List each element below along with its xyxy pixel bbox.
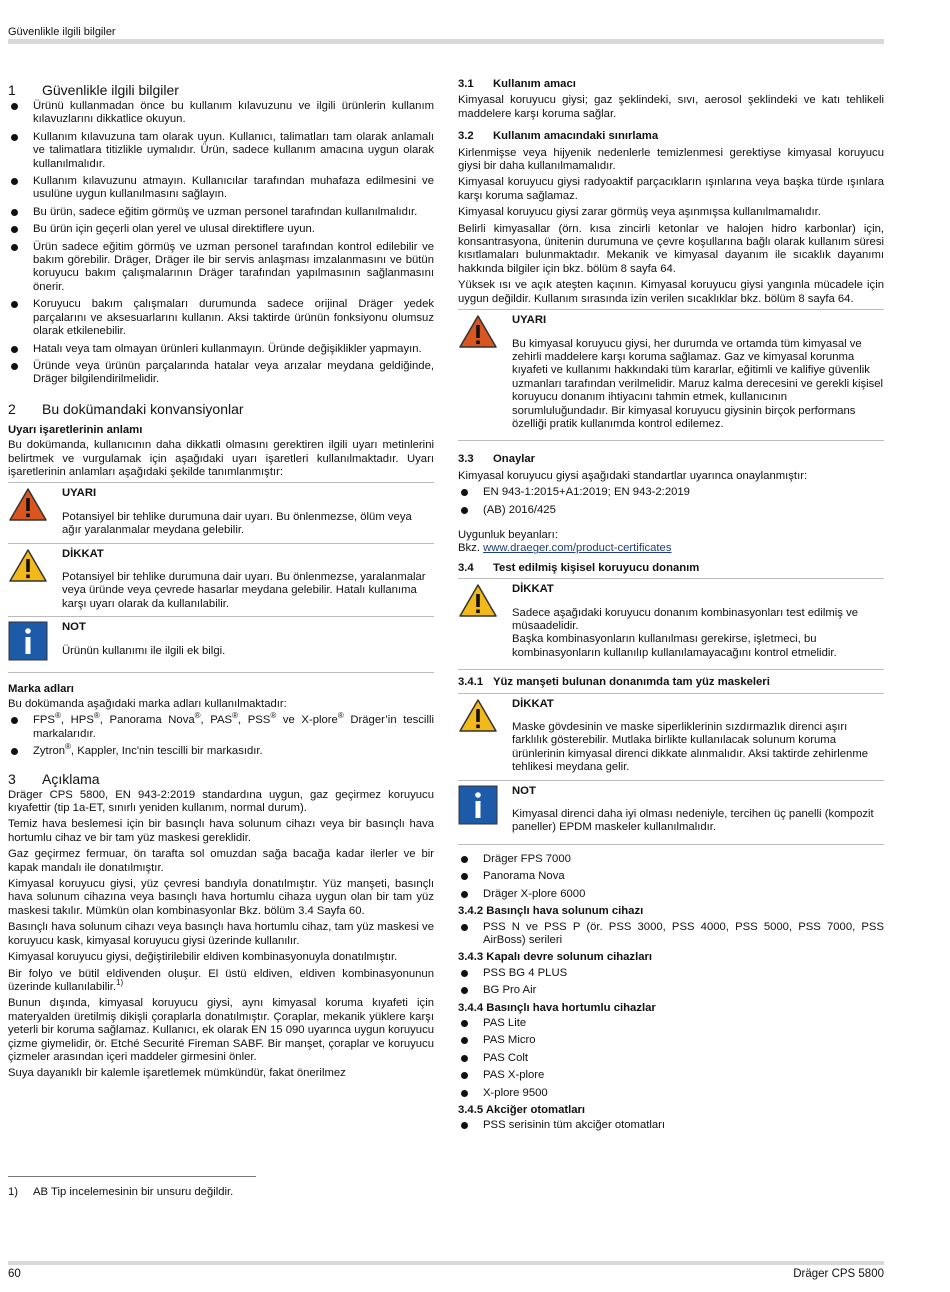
list-item: PAS X-plore	[458, 1069, 884, 1082]
caution-icon	[8, 548, 62, 615]
caution-icon	[458, 698, 512, 778]
paragraph: Kimyasal koruyucu giysi aşağıdaki standartlar uyarınca onaylanmıştır:	[458, 469, 808, 482]
list-item: PAS Lite	[458, 1017, 884, 1030]
declarations-link-line: Bkz. www.draeger.com/product-certificates	[458, 542, 672, 555]
info-icon	[458, 785, 512, 838]
paragraph: Gaz geçirmez fermuar, ön tarafta sol omuzdan sağa bacağa kadar ilerler ve bir kapak mandalı ile donatılmıştır.	[8, 848, 434, 874]
paragraph: Temiz hava beslemesi için bir basınçlı hava solunum cihazı veya bir basınçlı hava hortumlu cihaz ve bir tam yüz maskesi gereklidir.	[8, 818, 434, 844]
airline-list	[458, 1017, 884, 1100]
footnote-ref: 1)	[116, 978, 124, 988]
paragraph: Kimyasal koruyucu giysi radyoaktif parçacıkların ışınlarına veya başka türde ışınlara karşı koruma sağlamaz.	[458, 176, 884, 202]
warning-icon	[8, 487, 62, 540]
section-3-4-3-heading: 3.4.3 Kapalı devre solunum cihazları	[458, 951, 653, 964]
declarations-label: Uygunluk beyanları:	[458, 528, 558, 541]
list-item: PAS Micro	[458, 1034, 884, 1047]
list-item: BG Pro Air	[458, 984, 884, 997]
paragraph: Bir folyo ve bütil eldivenden oluşur. El üstü eldiven, eldiven kombinasyonunun üzerinde kullanılabilir.$^{1)}$	[8, 967, 434, 993]
section-3-4-heading: 3.4 Test edilmiş kişisel koruyucu donanım	[458, 561, 700, 574]
section-3-4-5-heading: 3.4.5 Akciğer otomatları	[458, 1103, 586, 1116]
list-item: Dräger X-plore 6000	[458, 888, 884, 901]
list-item: Bu ürün için geçerli olan yerel ve ulusal direktiflere uyun.	[8, 223, 434, 236]
notice-title: UYARI	[62, 487, 97, 500]
section-3-1-heading: 3.1 Kullanım amacı	[458, 78, 576, 90]
notice-title: DİKKAT	[62, 547, 104, 560]
paragraph: Kimyasal koruyucu giysi, değiştirilebilir eldiven kombinasyonuyla donatılmıştır.	[8, 951, 398, 964]
list-item: PSS N ve PSS P (ör. PSS 3000, PSS 4000, PSS 5000, PSS 7000, PSS AirBoss) serileri	[458, 921, 884, 948]
product-name: Dräger CPS 5800	[793, 1268, 884, 1280]
list-item: Bu ürün, sadece eğitim görmüş ve uzman personel tarafından kullanılmalıdır.	[8, 206, 434, 219]
paragraph: Kirlenmişse veya hijyenik nedenlerle temizlenmesi gerektiyse kimyasal koruyucu giysi bir daha kullanılmamalıdır.	[458, 146, 884, 173]
notice-text: Ürünün kullanımı ile ilgili ek bilgi.	[62, 644, 226, 657]
notice-title: DİKKAT	[512, 697, 554, 710]
closed-circuit-list	[458, 967, 884, 998]
notice-text: Maske gövdesinin ve maske siperliklerinin sızdırmazlık direnci aşırı farklılık gösterebilir. Mutlaka birlikte kullanılacak solunum koruma ürünlerinin kimyasal direnci dikkate alınmalıdır. Aksi taktirde zehirlenme tehlikesi meydana gelir.	[512, 721, 869, 774]
footnote: 1) AB Tip incelemesinin bir unsuru değildir.	[8, 1186, 234, 1198]
warning-notice	[8, 482, 434, 540]
list-item: Kullanım kılavuzunu atmayın. Kullanıcılar tarafından muhafaza edilmesini ve usulüne uygun kullanılmasını sağlayın.	[8, 175, 434, 202]
caution-notice	[8, 543, 434, 615]
left-column	[8, 78, 434, 1084]
warning-signs-subheading: Uyarı işaretlerinin anlamı	[8, 423, 143, 436]
notice-text: Bu kimyasal koruyucu giysi, her durumda ve ortamda tüm kimyasal ve zehirli maddelere karşı koruma sağlamaz. Gaz ve kimyasal korunma kıyafeti ve kullanımı hakkındaki tüm kararlar, eğitimli ve kalifiye güvenlik uzmanları tarafından verilmelidir. Maruz kalma derecesini ve gerekli kişisel koruyucu donanım ihtiyacını tahmin etmek, kullanıcının sorumluluğundadır. Bir kimyasal koruyucu giysinin birçok performans özelliği pratik kullanımda kontrol edilemez.	[512, 337, 884, 430]
notice-title: UYARI	[512, 314, 547, 327]
section-3-2-heading: 3.2 Kullanım amacındaki sınırlama	[458, 130, 659, 143]
section-3-4-4-heading: 3.4.4 Basınçlı hava hortumlu cihazlar	[458, 1001, 656, 1014]
paragraph: Belirli kimyasallar (örn. kısa zincirli ketonlar ve halojen hidro karbonlar) için, konsantrasyona, ünitenin durumuna ve çevre koşullarına bağlı olarak kullanım süresi kısıtlamaları bulunmaktadır. Mekanik ve kimyasal dayanım ile sıcaklık dayanımı hakkında bilgiler için bkz. bölüm 8 sayfa 64.	[458, 222, 884, 275]
caution-notice	[458, 693, 884, 778]
list-item: Dräger FPS 7000	[458, 853, 884, 866]
right-column	[458, 78, 884, 1137]
warning-icon	[458, 314, 512, 434]
section-3-4-2-heading: 3.4.2 Basınçlı hava solunum cihazı	[458, 905, 644, 918]
section-2-heading: 2 Bu dokümandaki konvansiyonlar	[8, 400, 244, 417]
list-item: X-plore 9500	[458, 1087, 884, 1100]
list-item: PAS Colt	[458, 1052, 884, 1065]
notice-title: NOT	[512, 784, 536, 797]
lung-demand-list	[458, 1119, 884, 1132]
list-item: Hatalı veya tam olmayan ürünleri kullanmayın. Üründe değişiklikler yapmayın.	[8, 343, 434, 356]
certificates-link[interactable]: www.draeger.com/product-certificates	[483, 542, 672, 555]
paragraph: Basınçlı hava solunum cihazı veya basınçlı hava hortumlu cihaz, tam yüz maskesi ve koruyucu kask, kimyasal koruyucu giysi üzerinde kullanılır.	[8, 921, 434, 947]
warning-signs-intro: Bu dokümanda, kullanıcının daha dikkatli olmasını gerektiren ilgili uyarı metinlerini belirtmek ve vurgulamak için aşağıdaki uyarı işaretleri kullanılmaktadır. Uyarı işaretlerinin anlamları aşağıdaki şekilde tanımlanmıştır:	[8, 439, 434, 478]
brand-names-subheading: Marka adları	[8, 682, 74, 695]
list-item: PSS BG 4 PLUS	[458, 967, 884, 980]
brand-list	[8, 711, 434, 758]
brand-names-intro: Bu dokümanda aşağıdaki marka adları kullanılmaktadır:	[8, 698, 287, 710]
list-item: PSS serisinin tüm akciğer otomatları	[458, 1119, 884, 1132]
list-item: (AB) 2016/425	[458, 504, 884, 517]
list-item: Koruyucu bakım çalışmaları durumunda sadece orijinal Dräger yedek parçalarını ve aksesuarlarını kullanın. Aksi taktirde ürünün fonksiyonu olumsuz olarak etkilenebilir.	[8, 298, 434, 338]
page-number: 60	[8, 1268, 21, 1280]
masks-list	[458, 853, 884, 901]
paragraph: Suya dayanıklı bir kalemle işaretlemek mümkündür, fakat önerilmez	[8, 1067, 346, 1080]
paragraph: Kimyasal koruyucu giysi zarar görmüş veya aşınmışsa kullanılmamalıdır.	[458, 206, 821, 219]
section-3-heading: 3 Açıklama	[8, 770, 100, 787]
note-notice	[8, 616, 434, 672]
running-header: Güvenlikle ilgili bilgiler	[8, 26, 116, 38]
safety-list	[8, 100, 434, 387]
notice-text: Kimyasal direnci daha iyi olması nedeniyle, tercihen üç panelli (kompozit paneller) EPDM maskeler kullanılmalıdır.	[512, 808, 874, 834]
breathing-apparatus-list	[458, 921, 884, 948]
warning-notice	[458, 309, 884, 441]
notice-title: DİKKAT	[512, 583, 554, 596]
list-item: Kullanım kılavuzuna tam olarak uyun. Kullanıcı, talimatları tam olarak anlamalı ve talimatlara titizlikle uymalıdır. Ürün, sadece kullanım amacına uygun olarak kullanılmalıdır.	[8, 131, 434, 171]
section-1-heading: 1 Güvenlikle ilgili bilgiler	[8, 82, 179, 98]
footer-rule	[8, 1261, 884, 1265]
caution-notice	[458, 578, 884, 670]
notice-text: Sadece aşağıdaki koruyucu donanım kombinasyonları test edilmiş ve müsaadelidir.	[512, 606, 858, 632]
notice-text: Başka kombinasyonların kullanılması gerekirse, işletmeci, bu kombinasyonların kullanılıp kullanılamayacağını kontrol etmelidir.	[512, 633, 837, 659]
footnote-rule	[8, 1176, 256, 1177]
section-3-3-heading: 3.3 Onaylar	[458, 453, 536, 466]
paragraph: Dräger CPS 5800, EN 943-2:2019 standardına uygun, gaz geçirmez koruyucu kıyafettir (tip 1a-ET, sınırlı yeniden kullanım, normal durum).	[8, 788, 434, 815]
list-item: Üründe veya ürünün parçalarında hatalar veya arızalar meydana geldiğinde, Dräger bilgilendirilmelidir.	[8, 360, 434, 387]
note-notice	[458, 780, 884, 845]
notice-text: Potansiyel bir tehlike durumuna dair uyarı. Bu önlenmezse, ölüm veya ağır yaralanmalar meydana gelebilir.	[62, 510, 412, 537]
list-item: Zytron®, Kappler, Inc'nin tescilli bir markasıdır.	[8, 745, 434, 758]
paragraph: Yüksek ısı ve açık ateşten kaçının. Kimyasal koruyucu giysi yangınla mücadele için uygun değildir. Kullanım sırasında izin verilen sıcaklıklar bkz. bölüm 8 sayfa 64.	[458, 279, 884, 305]
caution-icon	[458, 583, 512, 663]
notice-text: Potansiyel bir tehlike durumuna dair uyarı. Bu önlenmezse, yaralanmalar veya üründe veya çevrede hasarlar meydana gelebilir. Hatalı kullanıma karşı uyarı olarak da kullanılabilir.	[62, 570, 426, 610]
paragraph: Bunun dışında, kimyasal koruyucu giysi, aynı kimyasal koruma kıyafeti için materyalden üretilmiş dikişli çoraplarla donatılmıştır. Çoraplar, mekanik yüklere karşı yeterli bir koruma sağlamaz. Kullanıcı, ek olarak EN 15 090 uyarınca uygun koruyucu çizme giymelidir, ör. Etché Securité Fireman SABF. Bir manşet, çoraplar ve koruyucu çizmeler arasından içeri maddeler girmesini önler.	[8, 997, 434, 1063]
list-item: Panorama Nova	[458, 870, 884, 883]
header-rule	[8, 39, 884, 44]
list-item: Ürün sadece eğitim görmüş ve uzman personel tarafından kontrol edilebilir ve bakım görebilir. Dräger, Dräger ile bir servis anlaşması imzalanmasını ve bütün koruyucu bakım çalışmalarının Dräger tarafından yapılmasının sağlanmasını önerir.	[8, 241, 434, 295]
list-item: Ürünü kullanmadan önce bu kullanım kılavuzunu ve ilgili ürünlerin kullanım kılavuzlarını dikkatlice okuyun.	[8, 100, 434, 127]
info-icon	[8, 621, 62, 665]
paragraph: Kimyasal koruyucu giysi, yüz çevresi bandıyla donatılmıştır. Yüz manşeti, basınçlı hava solunum cihazına veya basınçlı hava hortumlu cihaza uygun olan bir tam yüz maskesi takılır. Mümkün olan kombinasyonlar Bkz. bölüm 3.4 Sayfa 60.	[8, 878, 434, 917]
notice-title: NOT	[62, 621, 86, 634]
section-3-4-1-heading: 3.4.1 Yüz manşeti bulunan donanımda tam yüz maskeleri	[458, 676, 770, 689]
paragraph: Kimyasal koruyucu giysi; gaz şeklindeki, sıvı, aerosol şeklindeki ve katı tehlikeli maddelere karşı koruma sağlar.	[458, 94, 884, 120]
list-item: EN 943-1:2015+A1:2019; EN 943-2:2019	[458, 486, 884, 499]
list-item: FPS®, HPS®, Panorama Nova®, PAS®, PSS® ve X-plore® Dräger’in tescilli markalarıdır.	[8, 714, 434, 741]
approvals-list	[458, 486, 884, 517]
